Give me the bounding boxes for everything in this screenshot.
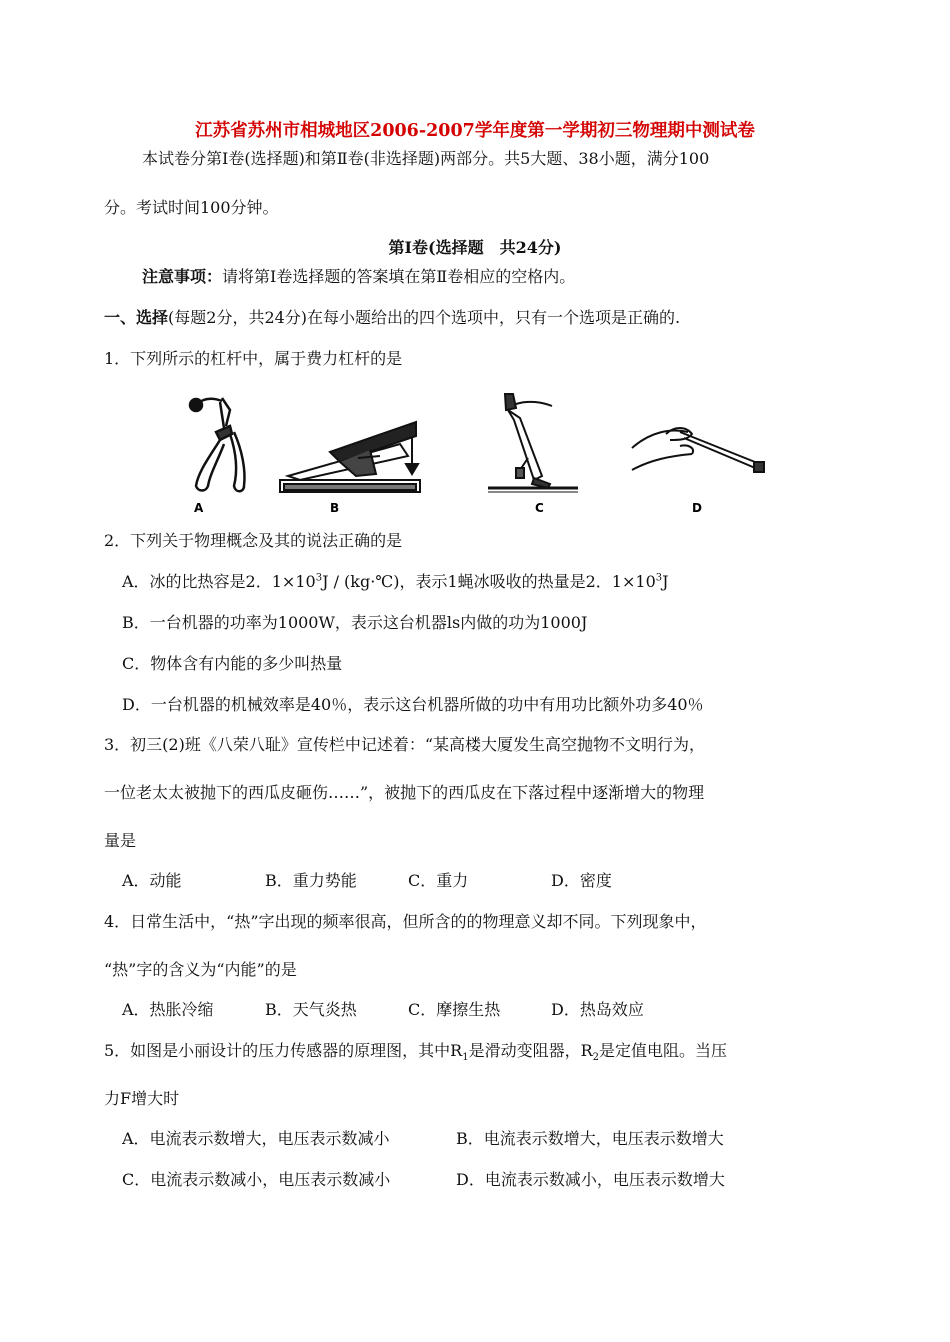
section1-text: (每题2分，共24分)在每小题给出的四个选项中，只有一个选项是正确的. bbox=[168, 308, 681, 327]
q3-line-3: 量是 bbox=[104, 831, 137, 850]
q4-option-d: D．热岛效应 bbox=[551, 1000, 644, 1019]
q2-a-part3: J bbox=[662, 572, 669, 591]
q2-option-c: C．物体含有内能的多少叫热量 bbox=[122, 654, 343, 673]
q5-line-2: 力F增大时 bbox=[104, 1089, 180, 1108]
intro-line-2: 分。考试时间100分钟。 bbox=[104, 198, 279, 217]
stapler-figure bbox=[280, 422, 420, 492]
q4-option-a: A．热胀冷缩 bbox=[122, 1000, 214, 1019]
q3-line-1: 3．初三(2)班《八荣八耻》宣传栏中记述着：“某高楼大厦发生高空抛物不文明行为， bbox=[104, 735, 706, 754]
intro-line-1: 本试卷分第Ⅰ卷(选择题)和第Ⅱ卷(非选择题)两部分。共5大题、38小题，满分100 bbox=[142, 149, 710, 168]
figure-label-d: D bbox=[692, 501, 702, 515]
figure-label-a: A bbox=[194, 501, 204, 515]
q3-option-b: B．重力势能 bbox=[265, 871, 357, 890]
tweezers-figure bbox=[632, 428, 764, 472]
q4-option-b: B．天气炎热 bbox=[265, 1000, 357, 1019]
q2-text: 2．下列关于物理概念及其的说法正确的是 bbox=[104, 531, 403, 550]
q3-option-c: C．重力 bbox=[408, 871, 469, 890]
q2-option-b: B．一台机器的功率为1000W，表示这台机器ls内做的功为1000J bbox=[122, 613, 588, 632]
q5-option-a: A．电流表示数增大，电压表示数减小 bbox=[122, 1129, 390, 1148]
q2-a-part1: A．冰的比热容是2．1×10 bbox=[122, 572, 316, 591]
notice bbox=[142, 267, 575, 287]
figure-label-c: C bbox=[535, 501, 544, 515]
q5-option-b: B．电流表示数增大，电压表示数增大 bbox=[456, 1129, 724, 1148]
q2-a-exponent1: 3 bbox=[315, 572, 323, 584]
q5-l1-part3: 是定值电阻。当压 bbox=[599, 1041, 728, 1060]
q2-option-d: D．一台机器的机械效率是40％，表示这台机器所做的功中有用功比额外功多40％ bbox=[122, 695, 704, 714]
q5-line-1 bbox=[104, 1041, 728, 1064]
notice-label: 注意事项： bbox=[142, 267, 223, 286]
part1-heading: 第Ⅰ卷(选择题 共24分) bbox=[388, 238, 562, 257]
q5-r1-subscript: 1 bbox=[462, 1052, 469, 1064]
pliers-figure bbox=[190, 398, 245, 491]
q3-option-d: D．密度 bbox=[551, 871, 612, 890]
section1-heading bbox=[104, 308, 680, 328]
q5-option-d: D．电流表示数减小，电压表示数增大 bbox=[456, 1170, 725, 1189]
q5-option-c: C．电流表示数减小，电压表示数减小 bbox=[122, 1170, 391, 1189]
crowbar-figure bbox=[488, 394, 578, 492]
q4-option-c: C．摩擦生热 bbox=[408, 1000, 501, 1019]
q1-text: 1．下列所示的杠杆中，属于费力杠杆的是 bbox=[104, 349, 403, 368]
q2-a-exponent2: 3 bbox=[655, 572, 663, 584]
q2-option-a bbox=[122, 572, 669, 592]
page-title: 江苏省苏州市相城地区2006-2007学年度第一学期初三物理期中测试卷 bbox=[195, 121, 755, 141]
figure-label-b: B bbox=[330, 501, 340, 515]
q5-r2-subscript: 2 bbox=[592, 1052, 600, 1064]
section1-label: 一、选择 bbox=[104, 308, 169, 327]
lever-figure bbox=[180, 388, 780, 523]
q3-line-2: 一位老太太被抛下的西瓜皮砸伤……”，被抛下的西瓜皮在下落过程中逐渐增大的物理 bbox=[104, 783, 705, 802]
notice-text: 请将第Ⅰ卷选择题的答案填在第Ⅱ卷相应的空格内。 bbox=[222, 267, 576, 286]
q2-a-part2: J / (kg·℃)，表示1蝇冰吸收的热量是2．1×10 bbox=[322, 572, 656, 591]
q5-l1-part1: 5．如图是小丽设计的压力传感器的原理图，其中R bbox=[104, 1041, 463, 1060]
q5-l1-part2: 是滑动变阻器，R bbox=[468, 1041, 593, 1060]
q4-line-2: “热”字的含义为“内能”的是 bbox=[104, 960, 297, 979]
q3-option-a: A．动能 bbox=[122, 871, 182, 890]
q4-line-1: 4．日常生活中，“热”字出现的频率很高，但所含的的物理意义却不同。下列现象中， bbox=[104, 912, 707, 931]
